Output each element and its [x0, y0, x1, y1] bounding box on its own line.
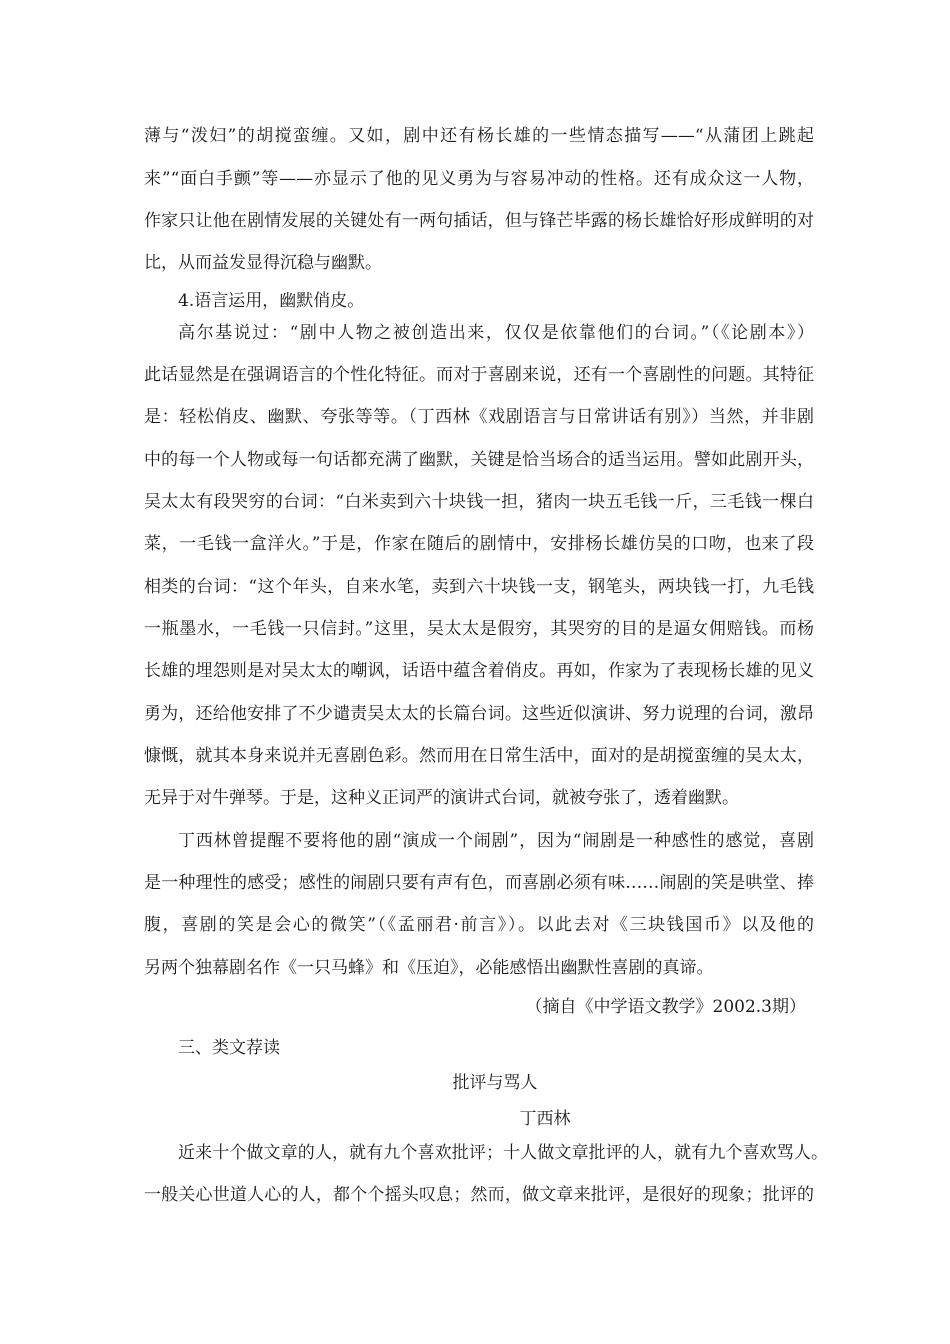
paragraph-3-line-2: 是一种理性的感受；感性的闹剧只要有声有色，而喜剧必须有味……闹剧的笑是哄堂、捧: [144, 873, 814, 893]
paragraph-3-line-3: 腹，喜剧的笑是会心的微笑”（《孟丽君·前言》）。以此去对《三块钱国币》以及他的: [144, 915, 814, 935]
paragraph-2-line-4: 中的每一个人物或每一句话都充满了幽默，关键是恰当场合的适当运用。譬如此剧开头，: [144, 450, 814, 470]
paragraph-2-line-1: 高尔基说过：“剧中人物之被创造出来，仅仅是依靠他们的台词。”（《论剧本》）: [178, 323, 814, 343]
article-line-1: 近来十个做文章的人，就有九个喜欢批评；十人做文章批评的人，就有九个喜欢骂人。: [178, 1143, 828, 1163]
paragraph-2-line-12: 无异于对牛弹琴。于是，这种义正词严的演讲式台词，就被夸张了，透着幽默。: [144, 788, 739, 808]
paragraph-2-line-8: 一瓶墨水，一毛钱一只信封。”这里，吴太太是假穷，其哭穷的目的是逼女佣赔钱。而杨: [144, 619, 814, 639]
paragraph-3-line-1: 丁西林曾提醒不要将他的剧“演成一个闹剧”，因为“闹剧是一种感性的感觉，喜剧: [178, 831, 814, 851]
article-author: 丁西林: [519, 1109, 571, 1129]
paragraph-2-line-6: 菜，一毛钱一盒洋火。”于是，作家在随后的剧情中，安排杨长雄仿吴的口吻，也来了段: [144, 534, 814, 554]
paragraph-2-line-10: 勇为，还给他安排了不少谴责吴太太的长篇台词。这些近似演讲、努力说理的台词，激昂: [144, 704, 814, 724]
paragraph-2-line-5: 吴太太有段哭穷的台词：“白米卖到六十块钱一担，猪肉一块五毛钱一斤，三毛钱一棵白: [144, 492, 814, 512]
article-title: 批评与骂人: [452, 1073, 538, 1093]
paragraph-3-line-4: 另两个独幕剧名作《一只马蜂》和《压迫》，必能感悟出幽默性喜剧的真谛。: [144, 958, 714, 978]
paragraph-2-line-7: 相类的台词：“这个年头，自来水笔，卖到六十块钱一支，钢笔头，两块钱一打，九毛钱: [144, 577, 814, 597]
paragraph-1-line-3: 作家只让他在剧情发展的关键处有一两句插话，但与锋芒毕露的杨长雄恰好形成鲜明的对: [144, 211, 814, 231]
paragraph-2-line-2: 此话显然是在强调语言的个性化特征。而对于喜剧来说，还有一个喜剧性的问题。其特征: [144, 365, 814, 385]
section-3-heading: 三、类文荐读: [178, 1038, 280, 1058]
paragraph-1-line-1: 薄与“泼妇”的胡搅蛮缠。又如，剧中还有杨长雄的一些情态描写——“从蒲团上跳起: [144, 126, 814, 146]
source-note: （摘自《中学语文教学》2002.3期）: [525, 997, 806, 1017]
paragraph-2-line-11: 慷慨，就其本身来说并无喜剧色彩。然而用在日常生活中，面对的是胡搅蛮缠的吴太太，: [144, 746, 814, 766]
article-line-2: 一般关心世道人心的人，都个个摇头叹息；然而，做文章来批评，是很好的现象；批评的: [144, 1185, 814, 1205]
section-4-heading: 4.语言运用，幽默俏皮。: [178, 291, 365, 311]
paragraph-1-line-4: 比，从而益发显得沉稳与幽默。: [144, 253, 382, 273]
paragraph-2-line-3: 是：轻松俏皮、幽默、夸张等等。（丁西林《戏剧语言与日常讲话有别》）当然，并非剧: [144, 407, 814, 427]
paragraph-2-line-9: 长雄的埋怨则是对吴太太的嘲讽，话语中蕴含着俏皮。再如，作家为了表现杨长雄的见义: [144, 661, 814, 681]
paragraph-1-line-2: 来”“面白手颤”等——亦显示了他的见义勇为与容易冲动的性格。还有成众这一人物，: [144, 169, 814, 189]
